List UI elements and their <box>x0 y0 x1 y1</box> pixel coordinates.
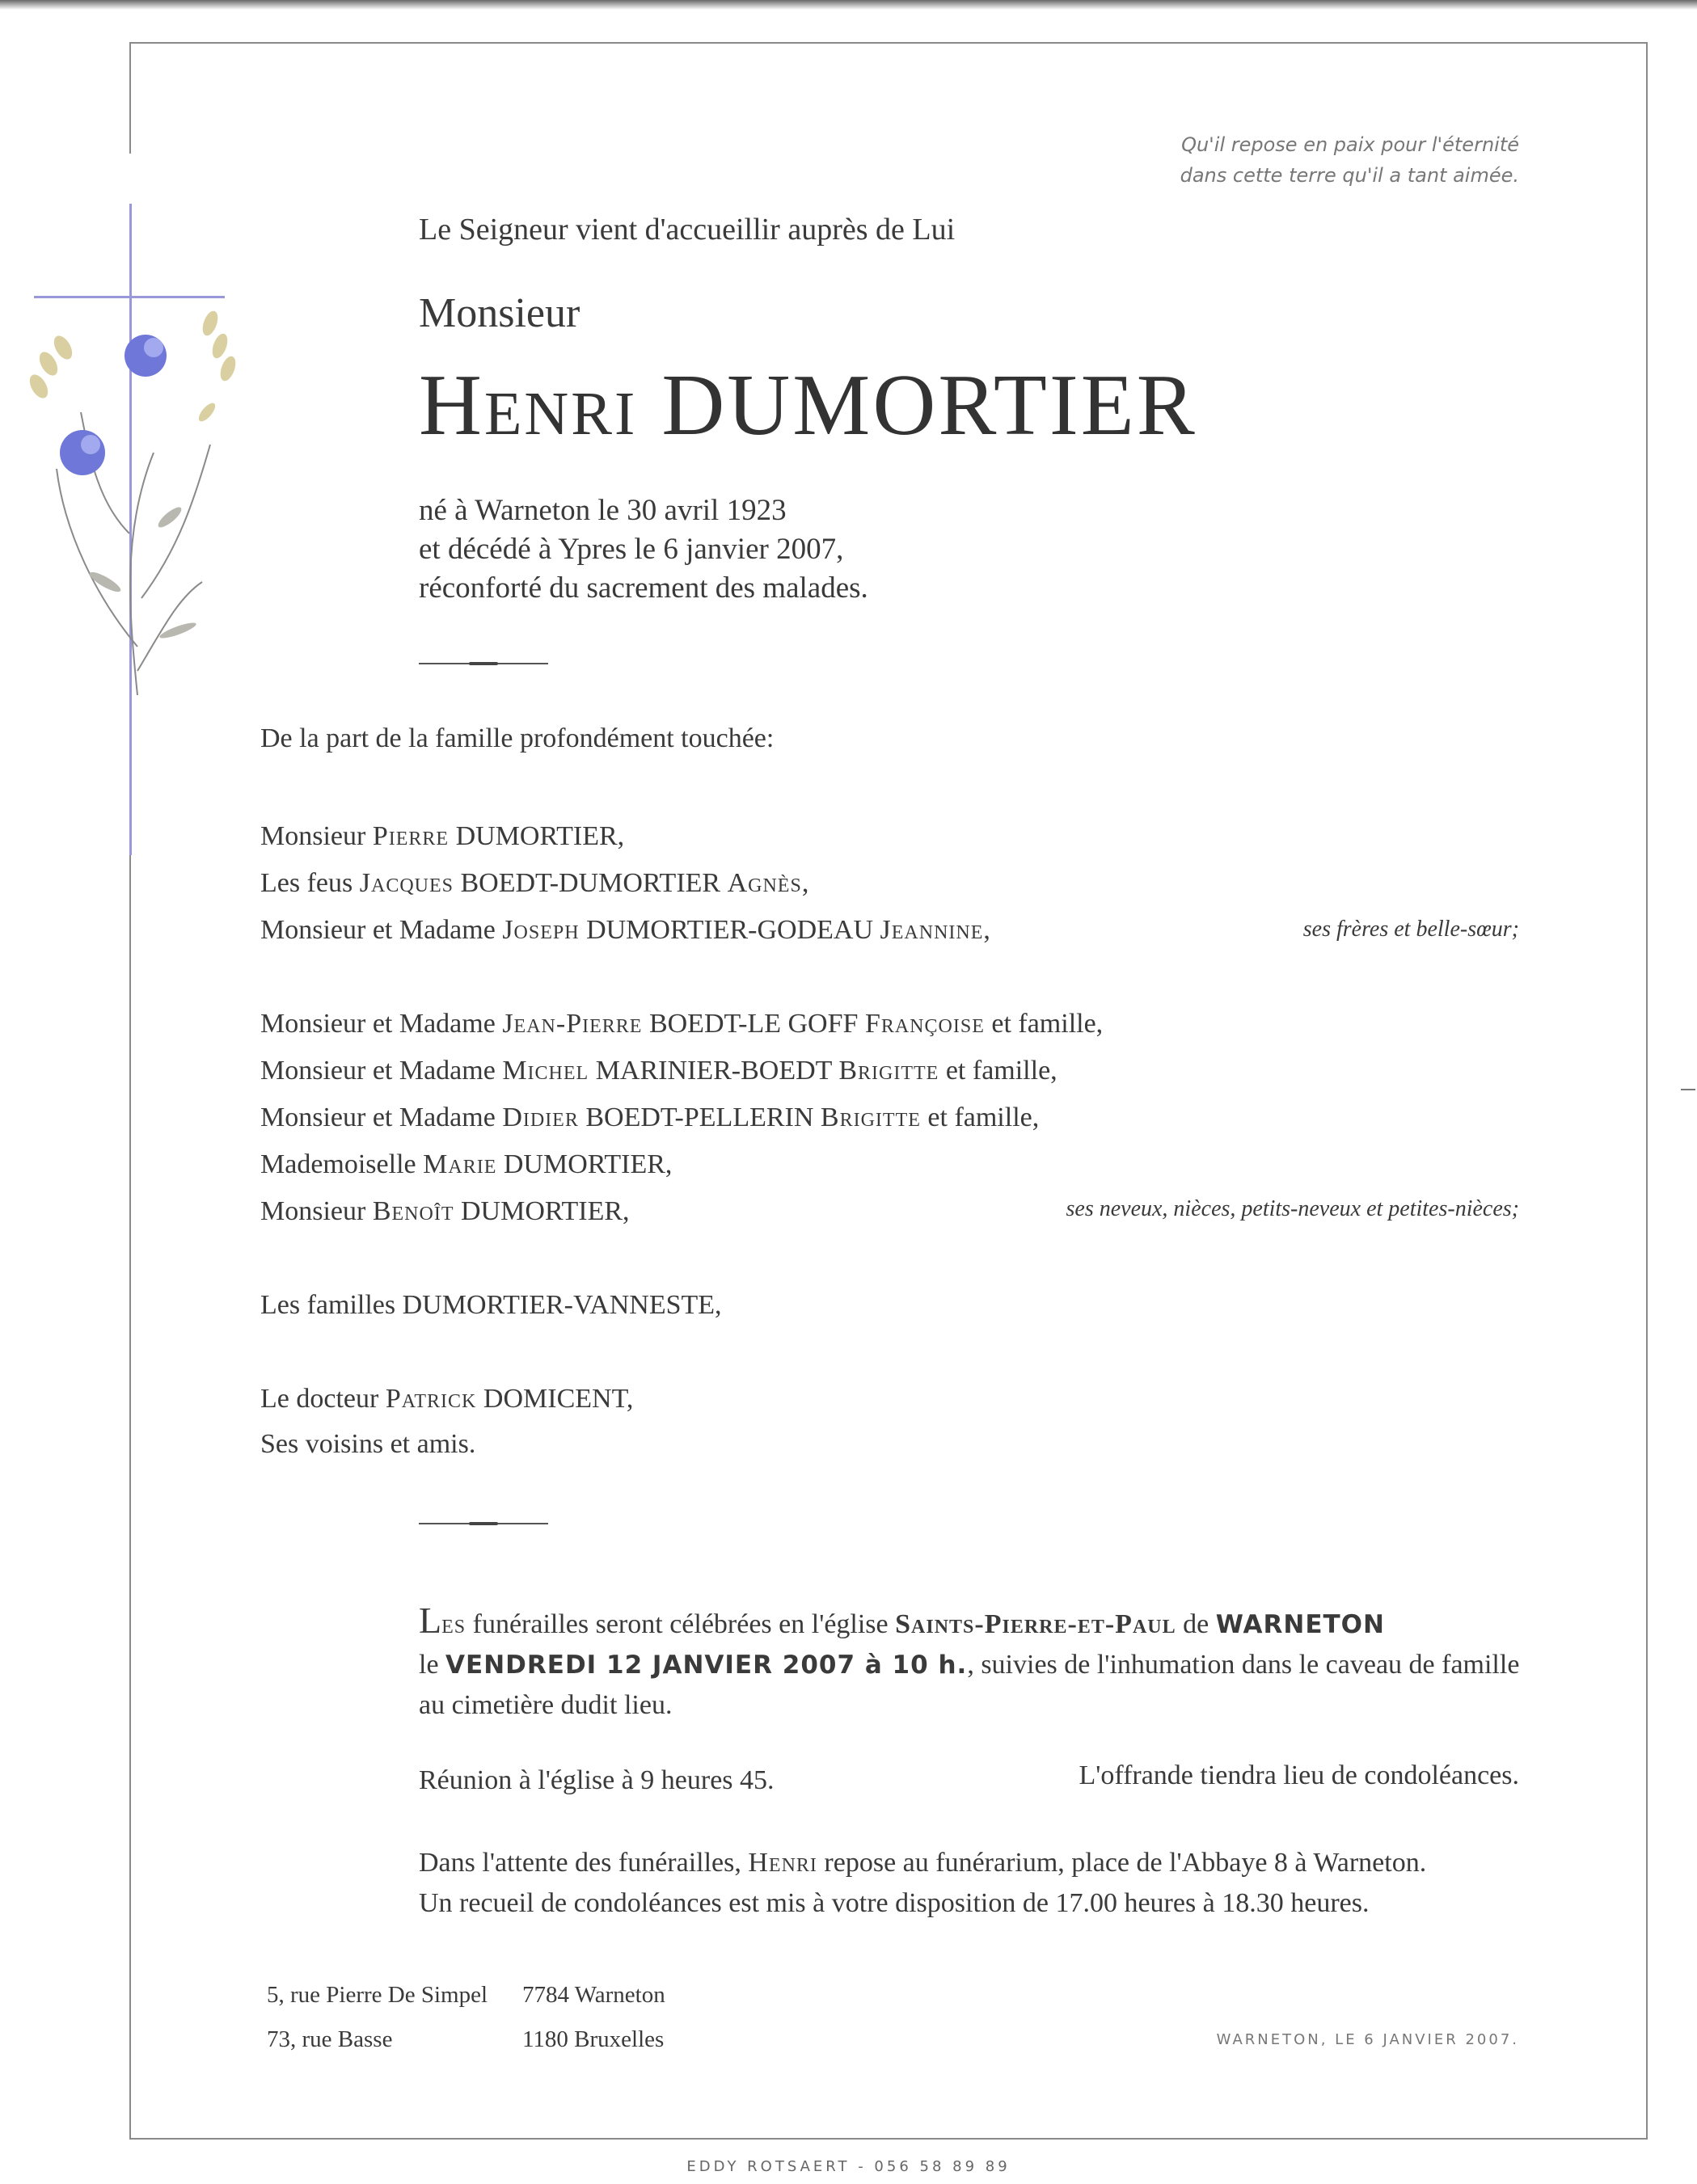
meeting-text: Réunion à l'église à 9 heures 45. <box>419 1765 775 1795</box>
address-1-street: 5, rue Pierre De Simpel <box>267 1982 488 2008</box>
sibling-line-3: Monsieur et Madame Joseph DUMORTIER-GODEAU Jeannine, <box>260 915 990 945</box>
epitaph-line-2: dans cette terre qu'il a tant aimée. <box>1180 164 1519 187</box>
address-2-street: 73, rue Basse <box>267 2026 393 2052</box>
printer-credit: EDDY ROTSAERT - 056 58 89 89 <box>686 2158 1011 2175</box>
deceased-first-name: Henri <box>419 357 638 453</box>
birth-line: né à Warneton le 30 avril 1923 <box>419 494 787 527</box>
deceased-name <box>419 356 1197 456</box>
families-line: Les familles DUMORTIER-VANNESTE, <box>260 1290 722 1320</box>
death-line: et décédé à Ypres le 6 janvier 2007, <box>419 533 844 566</box>
nephew-line-3: Monsieur et Madame Didier BOEDT-PELLERIN Brigitte et famille, <box>260 1103 1040 1132</box>
birth-death-details <box>419 491 868 608</box>
divider-1 <box>419 663 548 664</box>
offering-text: L'offrande tiendra lieu de condoléances. <box>1079 1760 1519 1790</box>
address-2-city: 1180 Bruxelles <box>522 2026 665 2052</box>
nephew-line-5: Monsieur Benoît DUMORTIER, <box>260 1196 630 1226</box>
nephew-line-1: Monsieur et Madame Jean-Pierre BOEDT-LE GOFF Françoise et famille, <box>260 1009 1104 1039</box>
divider-2 <box>419 1523 548 1524</box>
sacrament-line: réconforté du sacrement des malades. <box>419 571 868 605</box>
nephew-line-4: Mademoiselle Marie DUMORTIER, <box>260 1149 673 1179</box>
nephews-note: ses neveux, nièces, petits-neveux et petites-nièces; <box>1066 1196 1519 1221</box>
deceased-last-name: DUMORTIER <box>661 357 1197 453</box>
wake-paragraph: Dans l'attente des funérailles, Henri repose au funérarium, place de l'Abbaye 8 à Warneton. Un recueil de condoléances est mis à votre disposition de 17.00 heures à 18.30 heures. <box>419 1848 1427 1918</box>
siblings-note: ses frères et belle-sœur; <box>1302 917 1519 942</box>
sibling-line-1: Monsieur Pierre DUMORTIER, <box>260 821 625 851</box>
deceased-civility: Monsieur <box>419 290 580 336</box>
nephew-line-2: Monsieur et Madame Michel MARINIER-BOEDT Brigitte et famille, <box>260 1056 1057 1086</box>
doctor-line: Le docteur Patrick DOMICENT, <box>260 1384 634 1414</box>
epitaph <box>1180 129 1519 191</box>
sibling-line-2: Les feus Jacques BOEDT-DUMORTIER Agnès, <box>260 868 809 898</box>
cornflower-wheat-illustration <box>16 291 259 711</box>
scan-edge <box>0 0 1697 10</box>
epitaph-line-1: Qu'il repose en paix pour l'éternité <box>1181 133 1519 156</box>
neighbours-line: Ses voisins et amis. <box>260 1429 476 1459</box>
place-and-date: WARNETON, LE 6 JANVIER 2007. <box>1216 2031 1519 2048</box>
address-1-city: 7784 Warneton <box>522 1982 665 2008</box>
family-heading: De la part de la famille profondément touchée: <box>260 723 775 753</box>
funeral-paragraph: Les funérailles seront célébrées en l'église Saints-Pierre-et-Paul de WARNETON le VENDREDI 12 JANVIER 2007 à 10 h., suivies de l'inhumation dans le caveau de famille au cimetière dudit lieu. <box>419 1600 1520 1720</box>
intro-text: Le Seigneur vient d'accueillir auprès de Lui <box>419 213 956 247</box>
